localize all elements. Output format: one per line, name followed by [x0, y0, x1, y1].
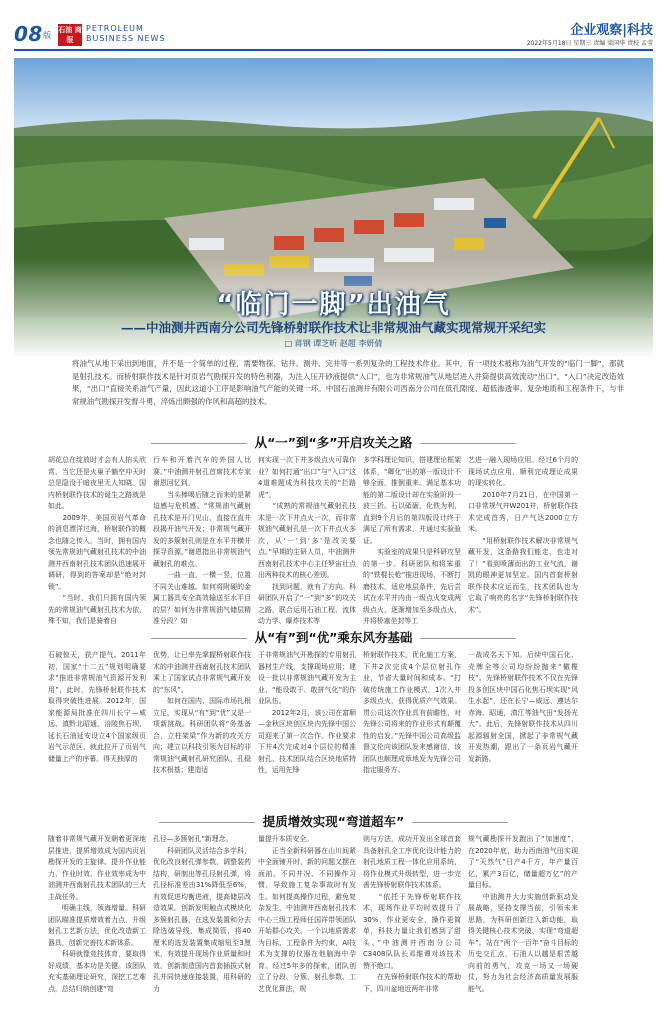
article-headline: “临门一脚”出油气	[216, 290, 451, 320]
section-1-column-5: 艺进一融入现场应用。经过6个月的现场试点应用，顺利完成理论成果的现实转化。 2010年7月21日，在中国第一口非常规气井W201井，桥射联作技术完成首秀，日产气达2000立方米。 “用桥射联作技术解决非常规气藏开发，这条路我们能走，也走对了！”看到喷薄而出的工业气流，谢凯的眼神更加坚定。国内首套桥射联作技术应运而生，技术团队也为它取了响亮的名字“先锋桥射联作技术”。	[468, 456, 578, 614]
section-1-column-2: 行车和开着汽车的外国人比赛。”中油测井射孔首席技术专家谢恩回忆到。 当头棒喝后随之而来的是紧迫感与危机感。“常规油气藏射孔技术是开门见山，直接在直井段揭开油气开发；非常规气藏开发的多簇射孔则是在水平井横井探寻资源。”谢恩指出非常规油气藏射孔的难点。 一曲一直，一横一竖，位置不同关山难越。如何将附硬的金属工器具安全高效输送至水平目的层？如何为非常规油气储层精准分段？如	[153, 456, 251, 625]
section-1-column-3: 何实现一次下井多级点火可靠作业？如何打通“出口”与“入口”这4道难题成为科技攻关的“拦路虎”。 “成熟的常规油气藏射孔技术是一次下井点火一次，而非常规油气藏射孔是一次下井点火多次，从‘一’到‘多’是改关要点。”早期的主研人员，中油测井西南射孔技术中心主任罗宙壮点出两种技术的核心差别。 找到问题，就有了方向。科研团队开启了“一”到“多”的攻关之路，联合运用石油工程、流体动力学、爆炸技术等	[258, 456, 356, 625]
section-2-heading: 从“有”到“优”乘东风夯基础	[0, 628, 667, 646]
page-number: 08	[14, 22, 43, 46]
brand-line-2: BUSINESS NEWS	[86, 34, 166, 43]
section-1-column-1: 胡花总在绽放时才会有人拍头欣赏，当它还是火巢子躺空冲天时总是隐没于暗夜里无人知晓。国内桥射联作技术的诞生之路就是如此。 2009年，美国页岩气革命的消息漂洋过海，桥射联作的概念也随之传入。当时，拥有国内领先常规油气藏射孔技术的中油测井西南射孔技术团队迅速展开调研，得到的答案却是“绝对封锁”。 “当时，我们只拥有国内领先的常规油气藏射孔技术为依，殊不知，我们是骑着自	[48, 456, 146, 625]
section-2-column-2: 优势，让已率先掌握桥射联作技术的中油测井西南射孔技术团队乘上了国家试点非常规气藏开发的“东风”。 如何在国内、国际市场扎根立足，实现从“有”到“优”又是一项新挑战。科研团队将“务基备合，立柱架梁”作为新的攻关方向；建立以科技引领为目标的非常规油气藏射孔研究团队，孔稳技术根基；建造适	[153, 651, 251, 774]
article-lead: 将油气从地下采出到地面，并不是一个简单的过程，需要物探、钻井、测井、完井等一系列复杂的工程技术作业。其中，有一项技术被称为油气开发的“临门一脚”，那就是射孔技术。而桥射联作技术是针对页岩气勘探开发的特色利器，为注入压开砂液提供“入口”，也为非常规油气从地层进入井筒提供高效流动“出口”。“入口”决定改造效果，“出口”直接关系油气产量，因此这道小工序是影响油气产能的关键一环。中国石油测井有限公司西南分公司在低孔隙度、超低渗透率、复杂地质和工程条件下，与非常规油气勘探开发督斗勇，淬炼出颇强的作风和高超的技术。	[72, 359, 624, 406]
section-3-column-2: 孔径—多簇射孔”新理念。 科研团队灵活结合多学科，优化改良射孔弹参数，调整装药结构，研制出等孔径射孔弹，将孔径标准差由31%降低至6%，有效促进均衡进液，提高储层改造效果。创新发明触点式模块化多簇射孔器，在选发装置和分去除选破导线，集成简管，将40厘米的选发装置集成缩短至3厘米，有效提升现场作业质量和时效。创新制造国内首套插拔式射孔并同快速连接装置，用科研的力	[153, 835, 251, 993]
section-3-column-3: 量提升本质安全。 正当全新科研器在山川间紧中全面铺开时，新的问题又摆在面前。不同井况、不同操作习惯，导致施工复杂事故时有发生。如何提高操作过程，避免复杂发生，中油测井西南射孔技术中心三级工程师任国祥带领团队开始群心攻关。一个以地质需求为目标，工程条件为约束，AI技术为支撑的仪器在他脑海中孕育。经过5年多的探索，团队创立了分段、分簇、射孔参数、工艺优化算法，规	[258, 835, 356, 993]
section-3-column-5: 规气藏勘探开发跑出了“加速度”，在2020年底，助力西南油气田实现了“天然气”日产4千方，年产量百亿，累产3百亿，储量超万亿”的产量目标。 中油测井大力实施创新驱动发展战略，坚持支撑当前，引领未来思路，为科研创新注入新动能，取得关键核心技术突破，实现“弯道超车”。站在“两个一百年”奋斗目标的历史交汇点，石油人以越是艰苦越向前的勇气，攻克一场又一场硬仗，努力为社会经济高质量发展服能气。	[468, 835, 578, 993]
section-title: 企业观察|科技	[570, 23, 653, 38]
newspaper-logo: 石油 商报	[58, 26, 82, 44]
issue-meta: 2022年5月18日 星期三 责编 梁国华 责校 孟莹	[526, 40, 653, 47]
section-2-column-3: 于非常规油气开勘探的专用射孔器材生产线，支撑现场应用；建设一批以非常规油气藏开发为主业、“能设敢干、敢拼气化”的作业队伍。 2012年2月，该公司在富顺—金秋区块创区块内先锋中国公司迎来了第一次合作。作业要求下井4次完成对4个层位的精准射孔，技术团队结合区块地质特性，运用先锋	[258, 651, 356, 774]
section-3-column-1: 随着非常规气藏开发朝着更深地层推进，提质增效成为国内页岩勘探开发的主旋律。提升作业能力、作业时效、作业效率成为中油测井西南射孔技术团队的三大主战任务。 明确主线，领海增量。科研团队瞄准提质增效着力点，升级射孔工艺新方法，优化改造新工器具，创新完善技术新体系。 科研就像竞技体育，要取得好成绩，基本功是关键。该团队充实基础理论研究，深挖工艺难点，总结归纳创建“弯	[48, 835, 146, 993]
article-subtitle: ——中油测井西南分公司先锋桥射联作技术让非常规油气藏实现常规开采纪实	[120, 320, 546, 335]
page-unit: 版	[43, 31, 51, 40]
article-authors: □ 蒋钢 谭芝昕 赵超 李妍倩	[284, 339, 383, 348]
section-3-column-4: 则与方法，成功开发出全球首套具备射孔全工序优化设计能力的射孔地质工程一体化应用系统，将作业模式升级转型，进一步完善先锋桥射联作技术体系。 “依托于先锋桥射联作技术，现场作业平均时效提升了30%，作业更安全，操作更简单，科技力量让我们感到了甜头。”中油测井西南分公司C3408队队长邓维谭对该技术赞不绝口。 在先锋桥射联作技术的帮助下，四川盆地近两年非常	[363, 835, 461, 993]
section-2-column-1: 石破惊天，获产提气。2011年初，国家“十二五”规划明确要求“推进非常规油气资源开发利用”，此时，先锋桥射联作技术取得突破性进展。2012年，国家能源局批准在四川长宁—威远、滇黔北昭通，涪陵焦石坝、延长石油延安设立4个国家级页岩气示范区，就此拉开了页岩气储量上产的序幕。得天独厚的	[48, 651, 146, 763]
section-1-column-4: 多学科理论知识，搭建理论框架体系，“卿化”出的第一版设计不够全面，推倒重来。满足基本功能的第二版设计却在实验阶段一波三折。石以砥砺，化铁为利，直到9个月后的第四版设计终于满足了所有需求，并通过实验验证。 实验室的成果只是科研攻坚的第一步。科研团队和将笨重的“铁棍长枪”推进现场，不断打磨技术，适应地层条件，先后尝试在水平井内由一级点火变成两级点火，逐渐增加至多级点火，并将桥塞坐封等工	[363, 456, 461, 625]
brand-name	[86, 24, 166, 44]
header-rule	[14, 49, 653, 51]
section-1-heading: 从“一”到“多”开启攻关之路	[0, 433, 667, 451]
section-2-column-5: 一战成名天下知。后续中国石化、壳牌全等公司均纷纷抛来“橄榄枝”。先锋桥射联作技术不仅在先锋投多创区块中国石化焦石坝实现“风生水起”，还在长宁—威远、遵达尔赤海、昭通，滇江等油气田“发扬光大”。此后，先锋射联作技术从四川起源辐射全国，掀起了非常规气藏开发热潮，跟出了一条页岩气藏开发新路。	[468, 651, 578, 763]
section-2-column-4: 桥射联作技术，优化施工方案，下井2次完成4个层位射孔作业，节省大量时间和成本。“打破传统施工作业模式，1次入井多级点火，获得优质产气效果。贯公司这次作业具有前瞻性，对先锋公司将来的作业形式有颠覆性的启发。”先锋中国公司高级监督文伦向该团队发来感谢信，该团队也顺理成章地发为先锋公司指定服务方。	[363, 651, 461, 774]
page-header	[0, 0, 667, 52]
brand-line-1: PETROLEUM	[86, 24, 144, 33]
section-3-heading: 提质增效实现“弯道超车”	[0, 812, 667, 830]
